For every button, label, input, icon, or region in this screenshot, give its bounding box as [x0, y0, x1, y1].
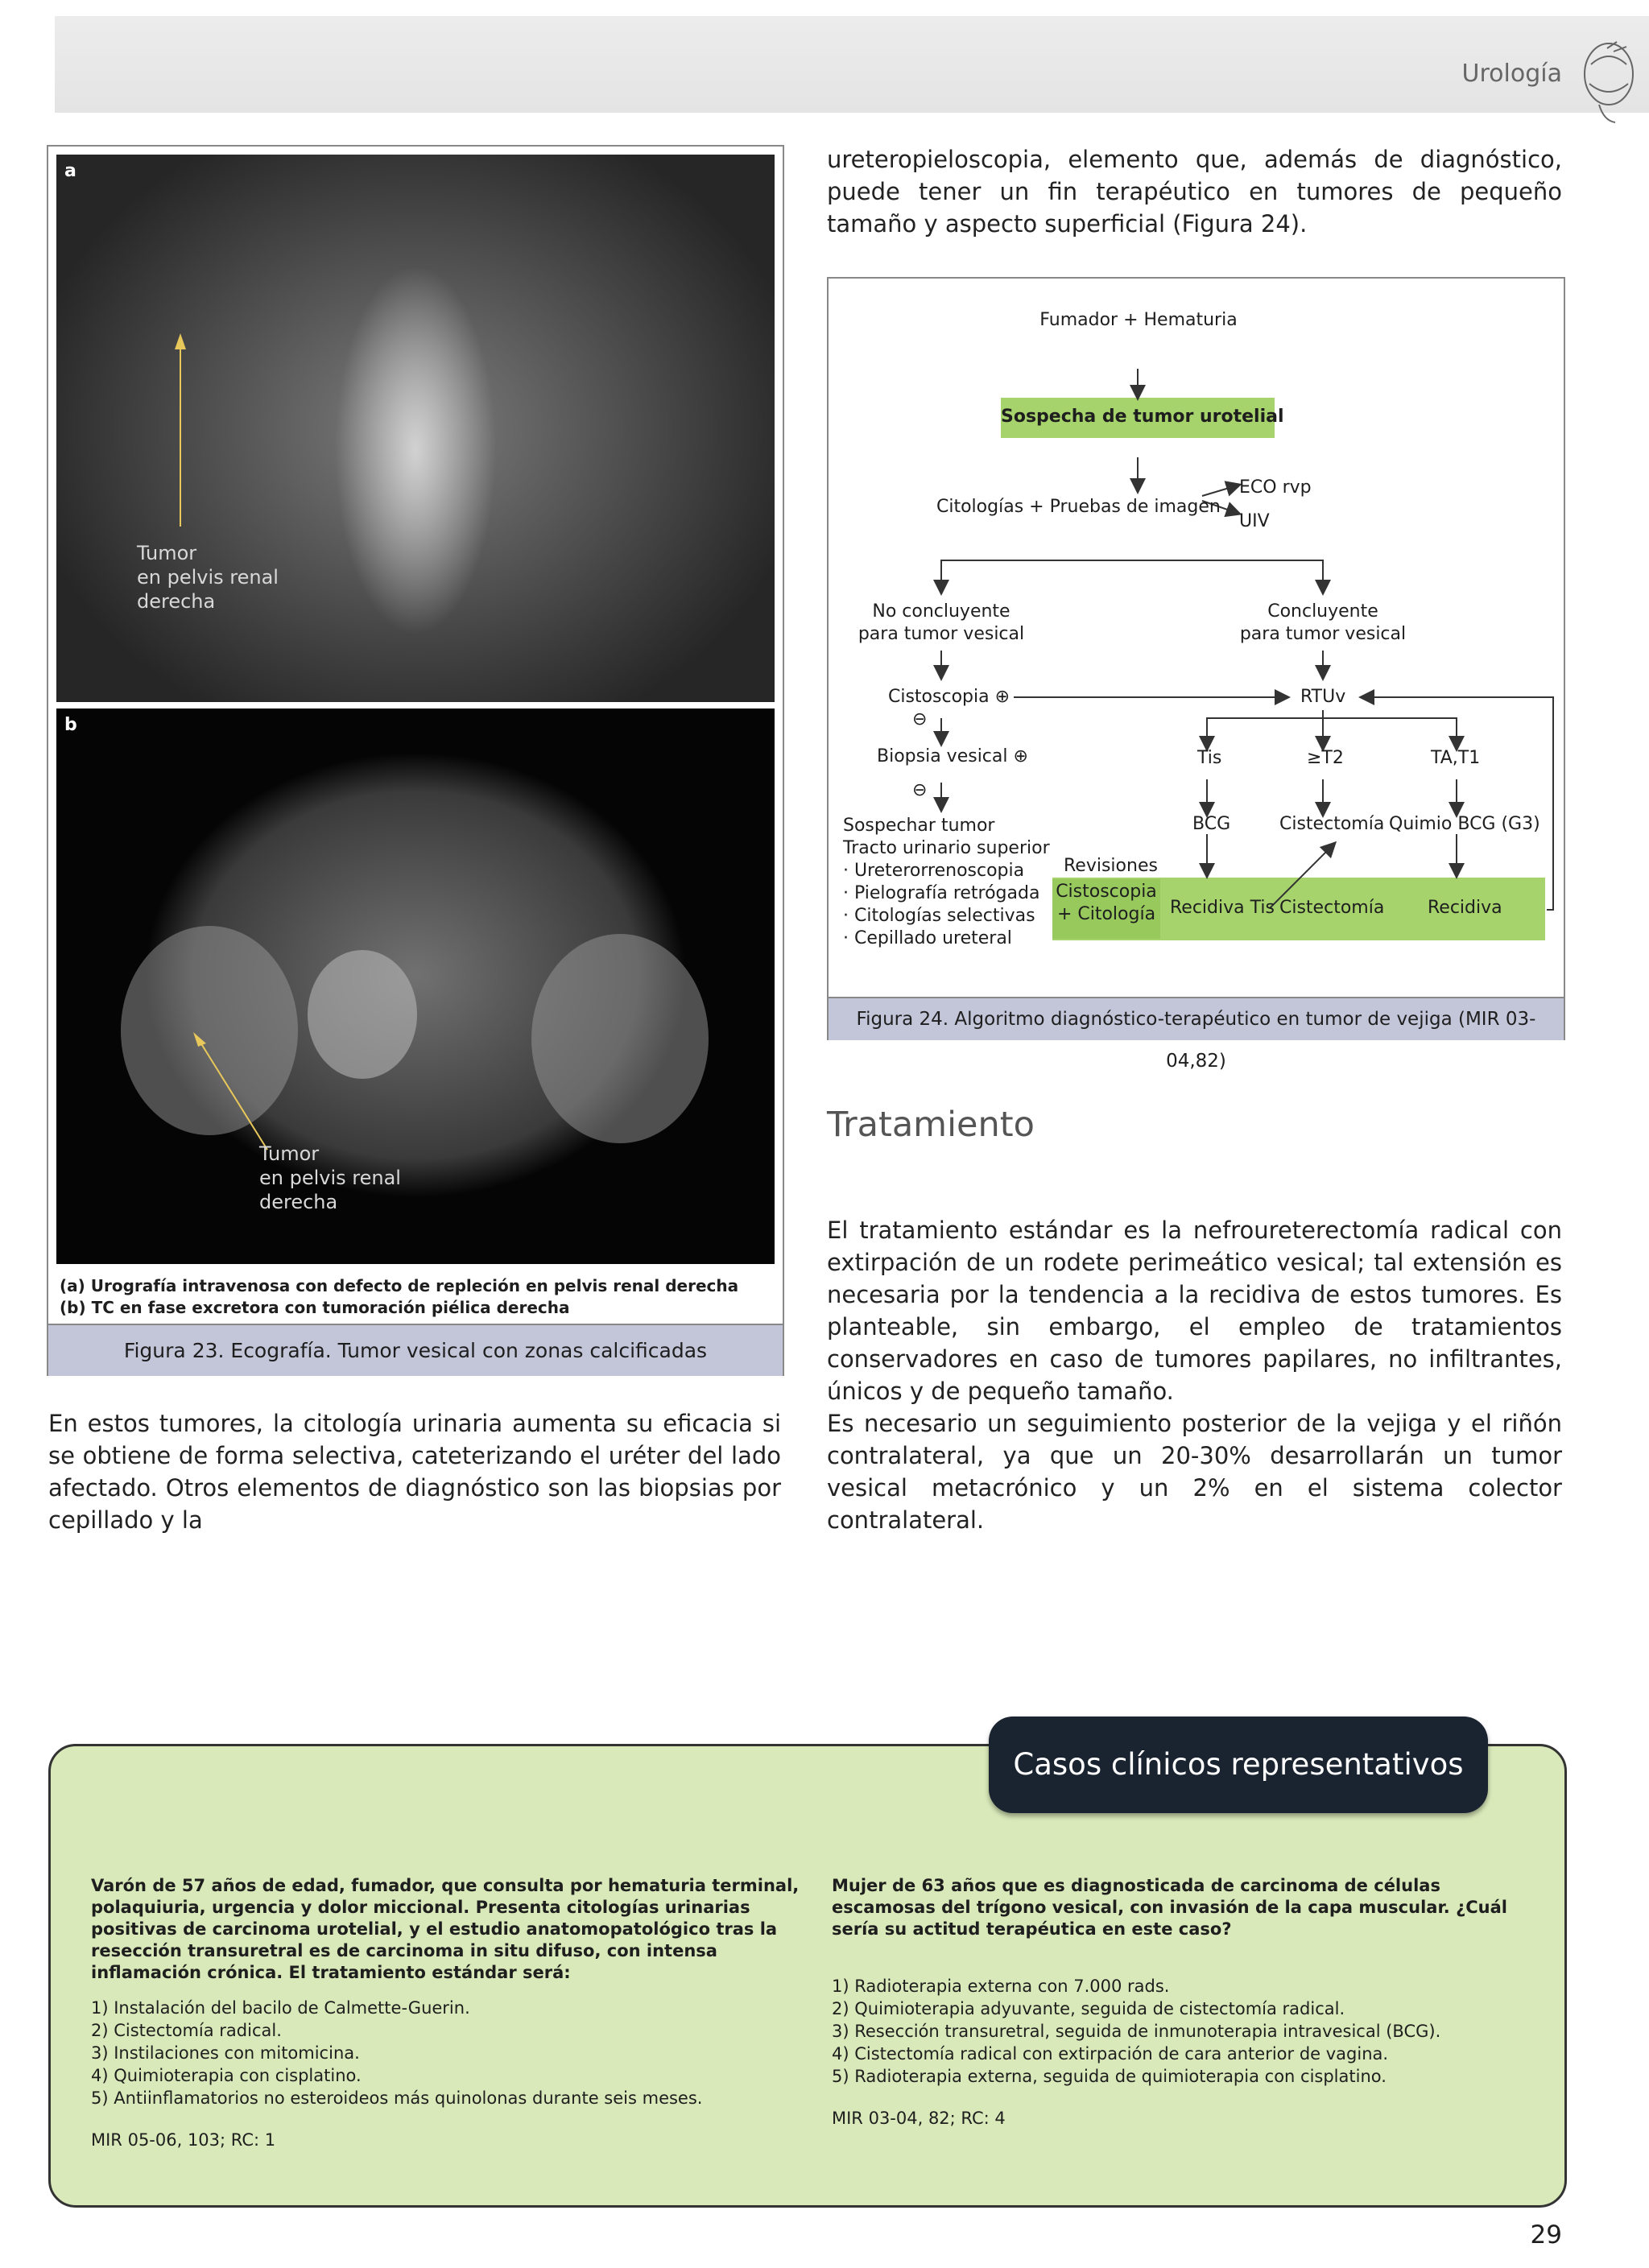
node-eco: ECO rvp [1239, 477, 1312, 498]
tumor-label-b: Tumor en pelvis renal derecha [259, 1142, 401, 1213]
node-uiv: UIV [1239, 511, 1270, 531]
node-negative-1: ⊖ [912, 709, 928, 729]
treatment-paragraph-2: Es necesario un seguimiento posterior de la vejiga y el riñón contralateral, ya que un 20-30% desarrollarán un tumor vesical metacrónico y un 2% en el sistema colector contralateral. [827, 1410, 1562, 1534]
case-2-option: 2) Quimioterapia adyuvante, seguida de cistectomía radical. [832, 1999, 1345, 2018]
node-t2: ≥T2 [1307, 748, 1344, 768]
node-start: Fumador + Hematuria [1039, 310, 1238, 330]
node-not-conclusive: No concluyente para tumor vesical [858, 601, 1025, 644]
node-cystectomy: Cistectomía [1279, 814, 1385, 834]
node-suspect-upper-tract: Sospechar tumor Tracto urinario superior · Ureterorrenoscopia · Pielografía retrógada · Citologías selectivas · Cepillado ureteral [843, 816, 1050, 948]
clinical-cases-box [48, 1744, 1567, 2208]
case-1-question: Varón de 57 años de edad, fumador, que consulta por hematuria terminal, polaquiuria, urgencia y dolor miccional. Presenta citologías urinarias positivas de carcinoma urotelial, y el estudio anatomopatológico tras la resección transuretral es de carcinoma in situ difuso, con intensa inflamación crónica. El tratamiento estándar será: [91, 1876, 800, 1982]
node-suspicion: Sospecha de tumor urotelial [1001, 407, 1284, 427]
node-ta-t1: TA,T1 [1431, 748, 1481, 768]
figure-23-caption: (a) Urografía intravenosa con defecto de repleción en pelvis renal derecha (b) TC en fase excretora con tumoración piélica derecha [60, 1276, 739, 1317]
node-recidiva-tis: Recidiva Tis [1170, 898, 1275, 918]
case-1-option: 2) Cistectomía radical. [91, 2021, 282, 2040]
case-1 [91, 1875, 800, 2150]
case-1-option: 3) Instilaciones con mitomicina. [91, 2043, 360, 2063]
pointer-arrow-b [56, 708, 775, 1264]
figure-23 [47, 145, 784, 1376]
tumor-label-a: Tumor en pelvis renal derecha [137, 542, 279, 613]
case-1-option: 1) Instalación del bacilo de Calmette-Guerin. [91, 1998, 470, 2018]
panel-letter-a: a [64, 161, 76, 181]
pointer-arrow-a [56, 155, 775, 702]
node-biopsy: Biopsia vesical ⊕ [877, 746, 1028, 766]
case-2-option: 1) Radioterapia externa con 7.000 rads. [832, 1977, 1170, 1996]
figure-23-title: Figura 23. Ecografía. Tumor vesical con zonas calcificadas [48, 1324, 783, 1376]
node-bcg: BCG [1192, 814, 1231, 834]
node-review: Cistoscopia + Citología [1056, 882, 1157, 924]
panel-letter-b: b [64, 715, 77, 735]
treatment-paragraph-1: El tratamiento estándar es la nefroureterectomía radical con extirpación de un rodete perimeático vesical; tal extensión es necesaria por la tendencia a la recidiva de estos tumores. Es planteable, sin embargo, el empleo de tratamientos conservadores en caso de tumores papilares, no infiltrantes, únicos y de pequeño tamaño. [827, 1217, 1562, 1405]
figure-24-caption: Figura 24. Algoritmo diagnóstico-terapéutico en tumor de vejiga (MIR 03-04,82) [829, 997, 1564, 1040]
urography-image [56, 155, 775, 702]
case-2-option: 4) Cistectomía radical con extirpación de cara anterior de vagina. [832, 2044, 1389, 2064]
node-revisions: Revisiones [1064, 856, 1158, 876]
header-bar [55, 16, 1649, 113]
case-2-options [832, 1975, 1524, 2088]
node-recidiva: Recidiva [1428, 898, 1502, 918]
case-2-option: 5) Radioterapia externa, seguida de quimioterapia con cisplatino. [832, 2067, 1387, 2086]
node-tests: Citologías + Pruebas de imagen [936, 497, 1221, 517]
case-1-option: 4) Quimioterapia con cisplatino. [91, 2066, 362, 2085]
header-title: Urología [1461, 60, 1562, 88]
node-conclusive: Concluyente para tumor vesical [1239, 601, 1407, 644]
page-number: 29 [1530, 2220, 1562, 2249]
section-emblem-icon [1567, 32, 1644, 129]
node-negative-2: ⊖ [912, 780, 928, 800]
left-paragraph: En estos tumores, la citología urinaria aumenta su eficacia si se obtiene de forma selectiva, cateterizando el uréter del lado afectado. Otros elementos de diagnóstico son las biopsias por cepillado y la [48, 1410, 781, 1534]
node-tis: Tis [1197, 748, 1222, 768]
case-1-options [91, 1997, 800, 2109]
figure-24-flowchart [827, 277, 1565, 1072]
node-chemo-bcg: Quimio BCG (G3) [1389, 814, 1540, 834]
ct-scan-image [56, 708, 775, 1264]
node-rtuv: RTUv [1300, 687, 1346, 707]
clinical-cases-header: Casos clínicos representativos [989, 1716, 1488, 1813]
case-2 [832, 1875, 1524, 2128]
right-top-paragraph: ureteropieloscopia, elemento que, además de diagnóstico, puede tener un fin terapéutico en tumores de pequeño tamaño y aspecto superficial (Figura 24). [827, 146, 1562, 238]
case-2-option: 3) Resección transuretral, seguida de inmunoterapia intravesical (BCG). [832, 2022, 1441, 2041]
node-cystectomy-2: Cistectomía [1279, 898, 1385, 918]
case-1-reference: MIR 05-06, 103; RC: 1 [91, 2130, 276, 2150]
case-2-reference: MIR 03-04, 82; RC: 4 [832, 2109, 1006, 2128]
section-title-tratamiento: Tratamiento [827, 1105, 1035, 1145]
case-1-option: 5) Antiinflamatorios no esteroideos más quinolonas durante seis meses. [91, 2088, 703, 2108]
node-cystoscopy: Cistoscopia ⊕ [888, 687, 1010, 707]
case-2-question: Mujer de 63 años que es diagnosticada de carcinoma de células escamosas del trígono vesical, con invasión de la capa muscular. ¿Cuál sería su actitud terapéutica en este caso? [832, 1876, 1508, 1939]
